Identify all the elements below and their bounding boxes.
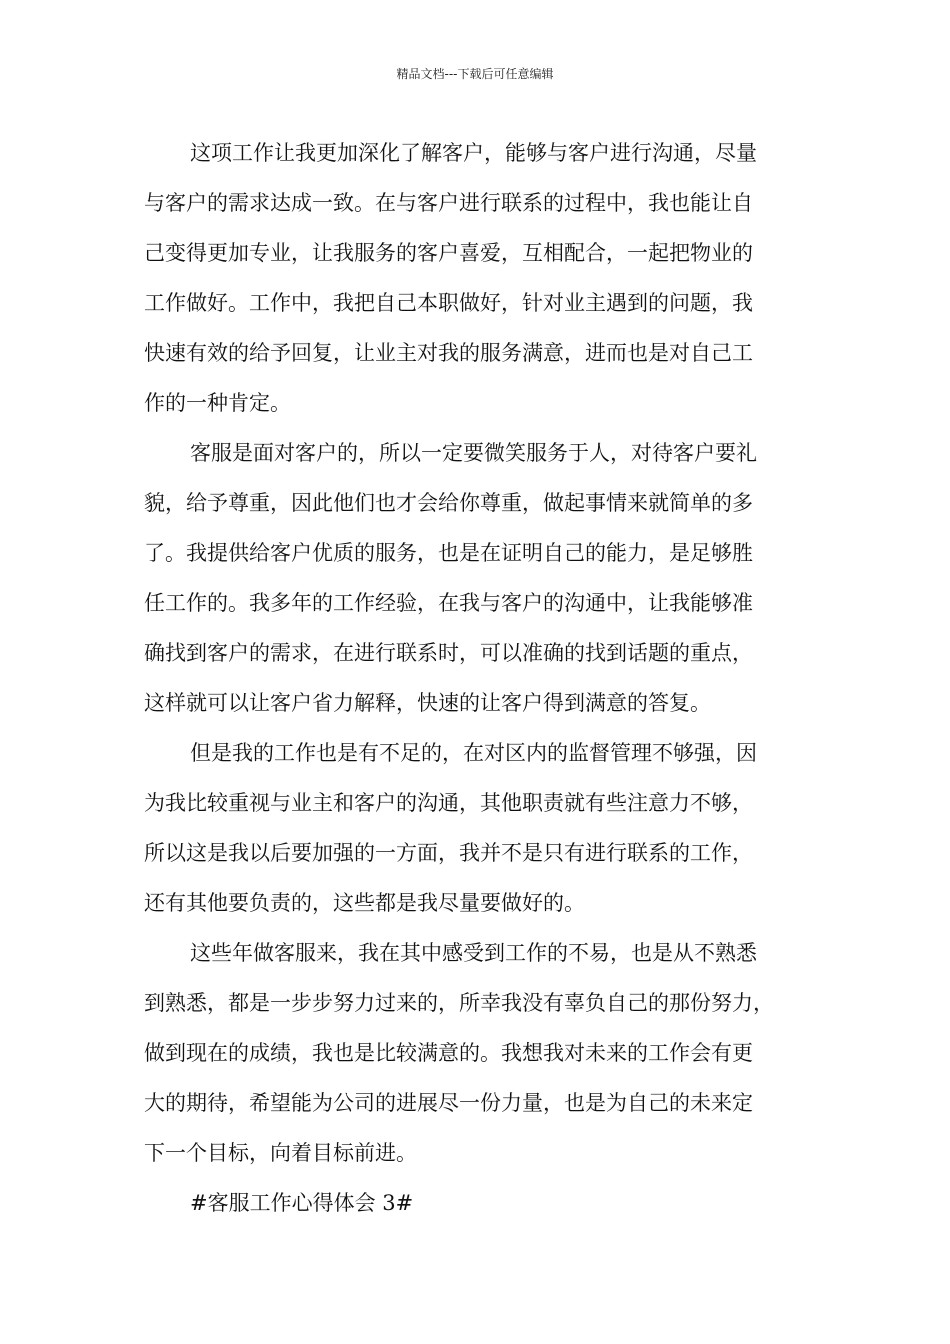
paragraph-line: 作的一种肯定。: [144, 391, 291, 415]
paragraph: [144, 428, 844, 728]
paragraph-line: 到熟悉，都是一步步努力过来的，所幸我没有辜负自己的那份努力，: [144, 991, 774, 1015]
paragraph: [144, 728, 844, 928]
paragraph-line: 貌，给予尊重，因此他们也才会给你尊重，做起事情来就简单的多: [144, 491, 753, 515]
paragraph-line: 工作做好。工作中，我把自己本职做好，针对业主遇到的问题，我: [144, 291, 753, 315]
paragraph: [144, 128, 844, 428]
section-heading-line: #客服工作心得体会 3#: [190, 1191, 414, 1215]
paragraph: [144, 928, 844, 1178]
paragraph-line: 己变得更加专业，让我服务的客户喜爱，互相配合，一起把物业的: [144, 241, 753, 265]
paragraph-line: 大的期待，希望能为公司的进展尽一份力量，也是为自己的未来定: [144, 1091, 753, 1115]
paragraph-line: 客服是面对客户的，所以一定要微笑服务于人，对待客户要礼: [190, 441, 757, 465]
paragraph-line: 这样就可以让客户省力解释，快速的让客户得到满意的答复。: [144, 691, 711, 715]
paragraph-line: 确找到客户的需求，在进行联系时，可以准确的找到话题的重点，: [144, 641, 753, 665]
paragraph-line: 与客户的需求达成一致。在与客户进行联系的过程中，我也能让自: [144, 191, 753, 215]
paragraph-line: 但是我的工作也是有不足的，在对区内的监督管理不够强，因: [190, 741, 757, 765]
paragraph-line: 做到现在的成绩，我也是比较满意的。我想我对未来的工作会有更: [144, 1041, 753, 1065]
section-heading: [144, 1178, 844, 1228]
paragraph-line: 还有其他要负责的，这些都是我尽量要做好的。: [144, 891, 585, 915]
paragraph-line: 为我比较重视与业主和客户的沟通，其他职责就有些注意力不够，: [144, 791, 753, 815]
paragraph-line: 下一个目标，向着目标前进。: [144, 1141, 417, 1165]
document-body: [144, 128, 844, 1228]
paragraph-line: 任工作的。我多年的工作经验，在我与客户的沟通中，让我能够准: [144, 591, 753, 615]
paragraph-line: 了。我提供给客户优质的服务，也是在证明自己的能力，是足够胜: [144, 541, 753, 565]
page-header: 精品文档---下载后可任意编辑: [396, 67, 554, 81]
paragraph-line: 这项工作让我更加深化了解客户，能够与客户进行沟通，尽量: [190, 141, 757, 165]
paragraph-line: 这些年做客服来，我在其中感受到工作的不易，也是从不熟悉: [190, 941, 757, 965]
paragraph-line: 所以这是我以后要加强的一方面，我并不是只有进行联系的工作，: [144, 841, 753, 865]
paragraph-line: 快速有效的给予回复，让业主对我的服务满意，进而也是对自己工: [144, 341, 753, 365]
